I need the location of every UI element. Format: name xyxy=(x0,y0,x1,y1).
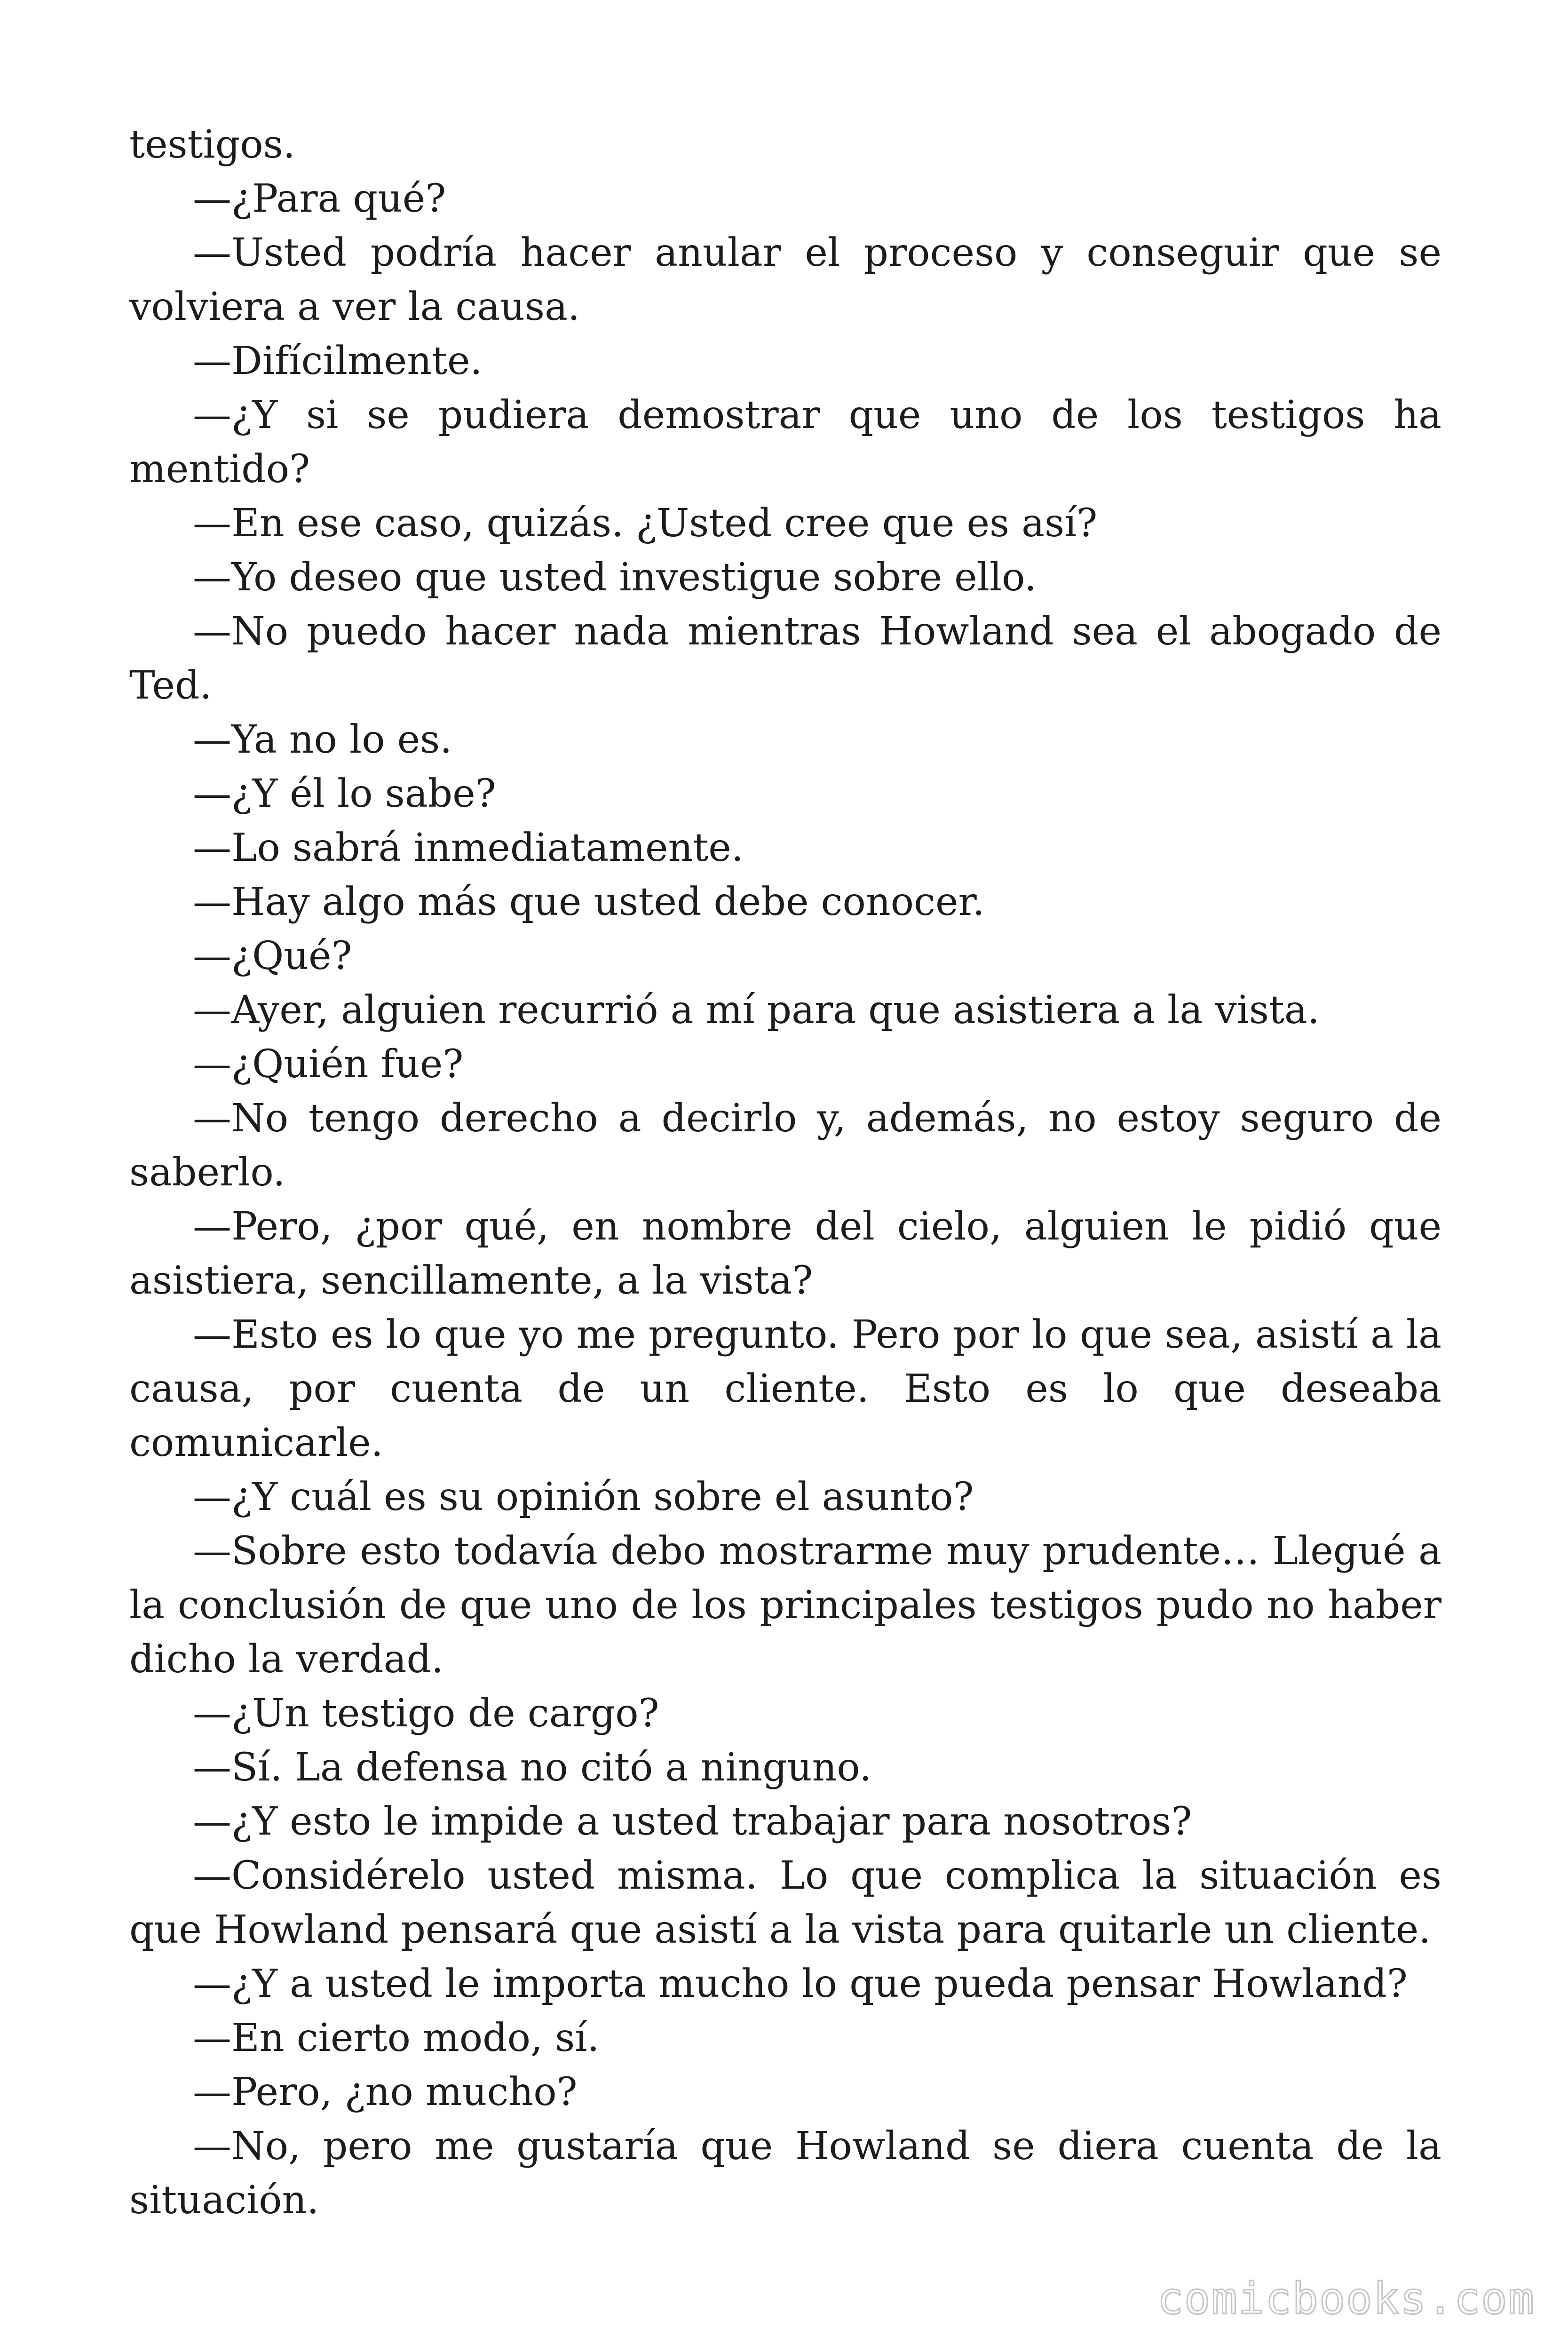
paragraph: —¿Para qué? xyxy=(193,176,446,221)
paragraph: —Lo sabrá inmediatamente. xyxy=(193,826,744,870)
paragraph: —Considérelo usted misma. Lo que complica la situación es que Howland pensará que asistí a la vista para quitarle un cliente. xyxy=(129,1853,1441,1952)
paragraph: —¿Quién fue? xyxy=(193,1042,464,1087)
paragraph: —En ese caso, quizás. ¿Usted cree que es así? xyxy=(193,501,1098,546)
paragraph: —Esto es lo que yo me pregunto. Pero por lo que sea, asistí a la causa, por cuenta de un cliente. Esto es lo que deseaba comunicarle. xyxy=(129,1312,1441,1465)
paragraph: —No, pero me gustaría que Howland se diera cuenta de la situación. xyxy=(129,2124,1441,2223)
watermark: comicbooks.com xyxy=(1157,2273,1535,2324)
paragraph: —Usted podría hacer anular el proceso y conseguir que se volviera a ver la causa. xyxy=(129,230,1441,329)
paragraph: —Sobre esto todavía debo mostrarme muy prudente… Llegué a la conclusión de que uno de los principales testigos pudo no haber dicho la verdad. xyxy=(129,1529,1441,1682)
paragraph: testigos. xyxy=(129,122,295,167)
paragraph: —¿Y él lo sabe? xyxy=(193,771,496,816)
page-body-text xyxy=(129,118,1441,2227)
paragraph: —¿Y si se pudiera demostrar que uno de los testigos ha mentido? xyxy=(129,393,1441,492)
paragraph: —Ya no lo es. xyxy=(193,717,452,762)
paragraph: —En cierto modo, sí. xyxy=(193,2016,600,2060)
paragraph: —Pero, ¿por qué, en nombre del cielo, alguien le pidió que asistiera, sencillamente, a la vista? xyxy=(129,1204,1441,1303)
paragraph: —Sí. La defensa no citó a ninguno. xyxy=(193,1745,872,1790)
paragraph: —Yo deseo que usted investigue sobre ello. xyxy=(193,555,1037,600)
paragraph: —¿Un testigo de cargo? xyxy=(193,1691,659,1736)
paragraph: —¿Qué? xyxy=(193,934,352,978)
paragraph: —No puedo hacer nada mientras Howland sea el abogado de Ted. xyxy=(129,609,1441,708)
paragraph: —¿Y esto le impide a usted trabajar para nosotros? xyxy=(193,1799,1192,1844)
paragraph: —Ayer, alguien recurrió a mí para que asistiera a la vista. xyxy=(193,988,1320,1033)
paragraph: —Pero, ¿no mucho? xyxy=(193,2070,578,2114)
paragraph: —No tengo derecho a decirlo y, además, no estoy seguro de saberlo. xyxy=(129,1096,1441,1195)
paragraph: —Difícilmente. xyxy=(193,339,483,383)
paragraph: —Hay algo más que usted debe conocer. xyxy=(193,880,985,924)
paragraph: —¿Y cuál es su opinión sobre el asunto? xyxy=(193,1475,974,1519)
paragraph: —¿Y a usted le importa mucho lo que pueda pensar Howland? xyxy=(193,1962,1408,2006)
